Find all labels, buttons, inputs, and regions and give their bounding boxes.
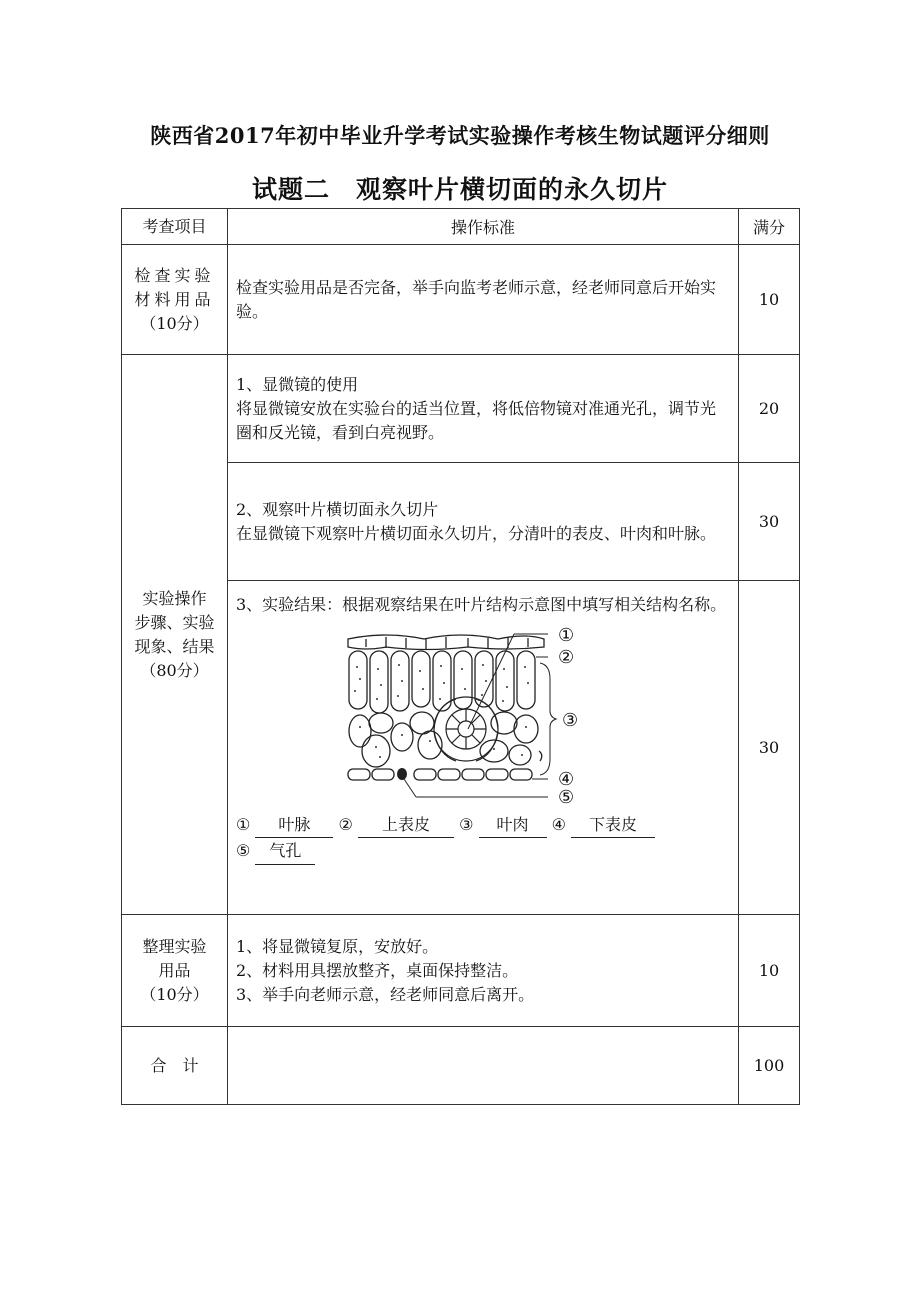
diagram-label-1: ① [558,625,575,646]
palisade-layer [349,651,535,713]
diagram-label-3: ③ [562,710,579,731]
leaf-diagram [236,619,730,809]
diagram-label-4: ④ [558,769,575,790]
answer-num: ⑤ [236,841,251,860]
scoring-table [121,208,800,1105]
item-cleanup-line: 用品 [158,960,191,980]
table-row-check [122,245,800,355]
diagram-label-5: ⑤ [558,787,575,808]
step2-text: 在显微镜下观察叶片横切面永久切片，分清叶的表皮、叶肉和叶脉。 [236,523,717,543]
upper-epidermis [348,635,544,650]
item-procedure-line: 步骤、实验 [134,612,215,632]
cleanup-line: 3、举手向老师示意，经老师同意后离开。 [236,984,535,1004]
header-standard: 操作标准 [228,209,739,245]
cleanup-line: 1、将显微镜复原，安放好。 [236,936,439,956]
standard-cleanup [228,915,739,1027]
standard-step1 [228,355,739,463]
answer-num: ④ [551,815,566,834]
item-check-line: 检查实验 [134,265,215,285]
lower-epidermis [348,769,532,780]
item-cleanup-line: （10分） [140,984,209,1004]
step1-heading: 1、显微镜的使用 [236,374,359,394]
step1-text: 将显微镜安放在实验台的适当位置，将低倍物镜对准通光孔，调节光圈和反光镜，看到白亮视野。 [236,398,717,442]
diagram-label-2: ② [558,647,575,668]
table-row-total [122,1027,800,1105]
standard-step3 [228,581,739,915]
item-procedure-line: 现象、结果 [134,636,215,656]
header-item: 考查项目 [122,209,228,245]
item-cleanup [122,915,228,1027]
answer-line-1 [236,813,730,838]
total-label: 合 计 [122,1027,228,1105]
item-procedure-line: （80分） [140,660,209,680]
score-step1: 20 [739,355,800,463]
answer-stoma: 气孔 [255,838,315,865]
item-procedure-line: 实验操作 [142,588,207,608]
document-title: 陕西省2017年初中毕业升学考试实验操作考核生物试题评分细则 [150,123,770,148]
table-row-cleanup [122,915,800,1027]
answer-num: ① [236,815,251,834]
standard-step2 [228,463,739,581]
answer-mesophyll: 叶肉 [479,813,547,838]
item-check [122,245,228,355]
spongy-layer [349,712,542,767]
answer-num: ② [338,815,353,834]
header-score: 满分 [739,209,800,245]
answer-vein: 叶脉 [255,813,333,838]
document-subtitle: 试题二 观察叶片横切面的永久切片 [251,175,668,204]
answer-upper-epidermis: 上表皮 [358,813,454,838]
item-check-line: 材料用品 [134,289,215,309]
stoma [397,768,407,780]
table-row-step1 [122,355,800,463]
answer-lower-epidermis: 下表皮 [571,813,655,838]
table-header-row [122,209,800,245]
answer-line-2 [236,838,730,865]
cleanup-line: 2、材料用具摆放整齐，桌面保持整洁。 [236,960,519,980]
item-cleanup-line: 整理实验 [142,936,207,956]
score-check: 10 [739,245,800,355]
leaf-cross-section-svg [236,619,731,809]
score-cleanup: 10 [739,915,800,1027]
step2-heading: 2、观察叶片横切面永久切片 [236,499,439,519]
score-step3: 30 [739,581,800,915]
item-check-line: （10分） [140,313,209,333]
item-procedure [122,355,228,915]
score-step2: 30 [739,463,800,581]
answer-num: ③ [459,815,474,834]
standard-check: 检查实验用品是否完备，举手向监考老师示意，经老师同意后开始实验。 [228,245,739,355]
total-standard [228,1027,739,1105]
total-score: 100 [739,1027,800,1105]
leaf-vein [434,697,498,761]
step3-text: 3、实验结果：根据观察结果在叶片结构示意图中填写相关结构名称。 [236,595,727,614]
